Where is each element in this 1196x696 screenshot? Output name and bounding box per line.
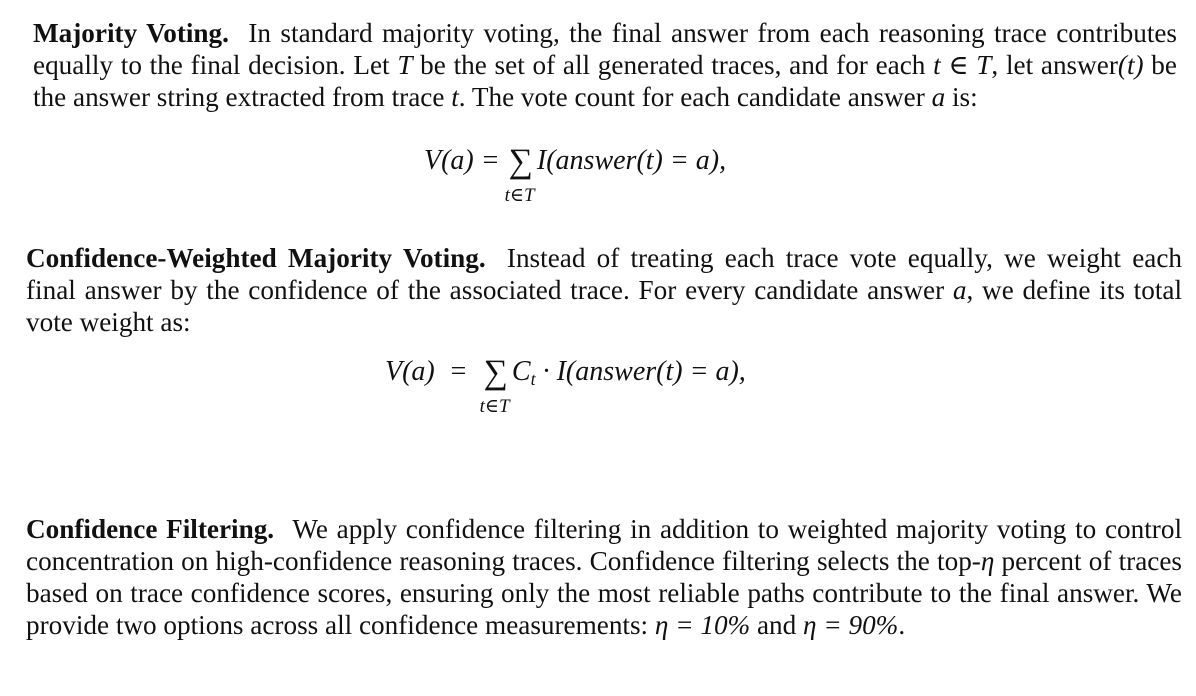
paragraph-text: be the set of all generated traces, and for each: [412, 50, 934, 80]
math-symbol: t: [451, 82, 459, 112]
math-symbol: η: [980, 546, 995, 576]
equation-rhs: I(answer(t) = a),: [536, 145, 727, 176]
majority-vote-equation: [424, 143, 727, 206]
equation-lhs: V(a) =: [424, 145, 507, 176]
paragraph-text: and: [750, 610, 804, 640]
majority-voting-heading: Majority Voting.: [33, 18, 229, 48]
weight-symbol: C: [511, 356, 531, 387]
paragraph-text: is:: [945, 82, 978, 112]
paragraph-text: percent of traces based on trace confidence scores, ensuring only the most reliable paths contribute to the final answer. We provide two options across all confidence measurements:: [26, 546, 1182, 640]
paragraph-text: Instead of treating each trace vote equally, we weight each final answer by the confidence of the associated trace. For every candidate answer: [26, 243, 1183, 305]
paragraph-text: , we define its total vote weight as:: [26, 275, 1182, 337]
summation-sign: ∑: [508, 143, 533, 180]
confidence-filtering-paragraph: [26, 513, 1182, 641]
math-function: answer: [1040, 50, 1118, 80]
paragraph-text: We apply confidence filtering in addition to weighted majority voting to control concentration on high-confidence reasoning traces. Confidence filtering selects the top-: [26, 514, 1182, 576]
equation-rhs: · I(answer(t) = a),: [535, 356, 746, 387]
confidence-filtering-heading: Confidence Filtering.: [26, 514, 275, 544]
math-symbol: T: [397, 50, 413, 80]
summation-symbol: [504, 143, 535, 206]
math-expression: (t): [1117, 50, 1144, 80]
equation-lhs: V(a) =: [385, 356, 482, 387]
summation-symbol: [479, 354, 510, 417]
paragraph-text: . The vote count for each candidate answer: [458, 82, 932, 112]
confidence-weighted-paragraph: [26, 242, 1182, 338]
weight-subscript: t: [530, 369, 536, 389]
summation-index: t∈T: [479, 396, 510, 417]
math-expression: η = 90%: [803, 610, 899, 640]
summation-index: t∈T: [504, 185, 535, 206]
math-expression: t ∈ T: [933, 50, 992, 80]
paragraph-text: .: [898, 610, 906, 640]
math-expression: η = 10%: [654, 610, 751, 640]
math-symbol: a: [931, 82, 946, 112]
paragraph-text: In standard majority voting, the final answer from each reasoning trace contributes equally to the final decision. Let: [33, 18, 1178, 80]
weighted-vote-equation: [385, 354, 746, 417]
summation-sign: ∑: [483, 354, 508, 391]
confidence-weighted-heading: Confidence-Weighted Majority Voting.: [26, 243, 486, 273]
paragraph-text: be the answer string extracted from trace: [33, 50, 1177, 112]
math-symbol: a: [952, 275, 967, 305]
paragraph-text: , let: [991, 50, 1041, 80]
majority-voting-paragraph: [33, 17, 1177, 113]
